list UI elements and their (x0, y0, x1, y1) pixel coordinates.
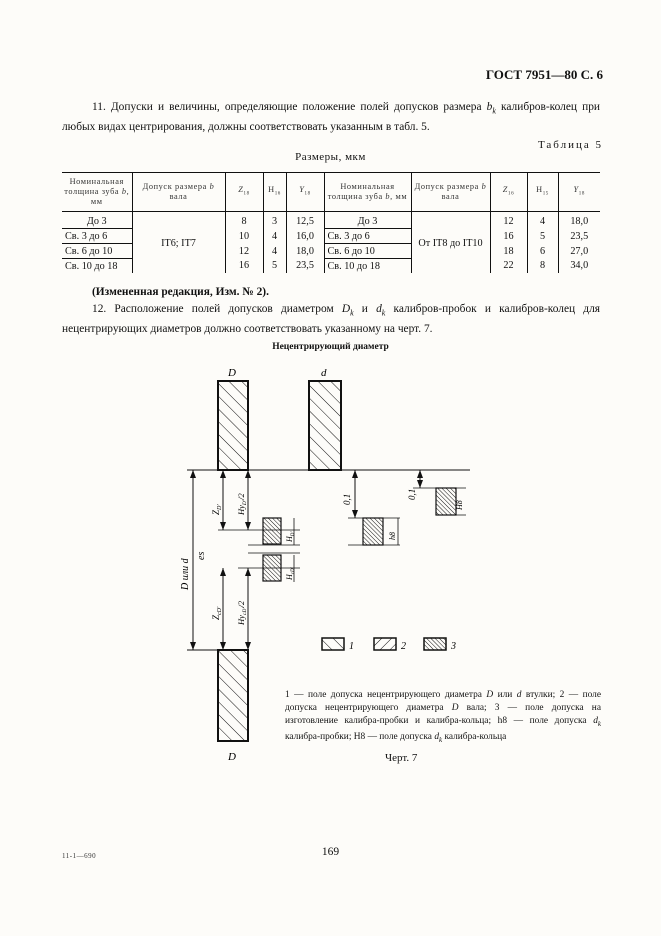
label-z-d: $Z_{D'}$ (211, 504, 223, 515)
label-h-d: $H_{D'}$ (285, 531, 296, 542)
header-y: $Y_{18}$ (286, 173, 324, 212)
paragraph-12: 12. Расположение полей допусков диаметром $D_k$ и $d_k$ калибров-пробок и калибров-колец для нецентрирующих диаметров должно соответствовать указанному на черт. 7. (62, 303, 600, 336)
footer-code: 11-1—690 (62, 852, 97, 860)
legend-label-2: 2 (401, 641, 406, 652)
tolerance-right: От IT8 до IT10 (411, 212, 490, 274)
header-h: $H_{16}$ (263, 173, 286, 212)
table-5 (62, 172, 600, 273)
label-es: es (196, 551, 207, 560)
legend-swatch-1 (322, 638, 344, 650)
label-D: D (228, 367, 236, 379)
paragraph-11: 11. Допуски и величины, определяющие положение полей допусков размера $b_k$ калибров-колец при любых видах центрирования, должны соответствовать указанным в табл. 5. (62, 101, 601, 134)
label-H8: H8 (455, 500, 464, 510)
header-tolerance: Допуск размера b вала (411, 173, 490, 212)
legend-swatch-3 (424, 638, 446, 650)
hole-tolerance-field (218, 381, 248, 470)
legend-label-1: 1 (349, 641, 354, 652)
edit-note: (Измененная редакция, Изм. № 2). (92, 286, 269, 298)
header-thickness: Номинальная толщина зуба b, мм (62, 173, 132, 212)
header-h: $H_{15}$ (527, 173, 558, 212)
label-D-bottom: D (228, 751, 236, 763)
h8-field (363, 518, 383, 545)
header-z: $Z_{18}$ (225, 173, 263, 212)
shaft-tolerance-field (218, 650, 248, 741)
H8-field (436, 488, 456, 515)
label-h-cd: $H_{сD'}$ (285, 567, 296, 580)
bushing-tolerance-field (309, 381, 341, 470)
label-hy-d: $Hy_{D'}/2$ (236, 493, 248, 515)
table-row: Св. 3 до 6 10 4 16,0 Св. 3 до 6 16 5 23,5 (62, 229, 600, 244)
label-h8: h8 (388, 532, 397, 540)
page-header: ГОСТ 7951—80 С. 6 (485, 67, 603, 82)
label-z-cd: $Z_{сD'}$ (211, 606, 223, 620)
label-D-or-d: D или d (180, 558, 191, 590)
figure-legend: 1 — поле допуска нецентрирующего диаметра D или d втулки; 2 — поле допуска нецентрирующего диаметра D вала; 3 — поле допуска на изготовление калибра-пробки и калибра-кольца; h8 — поле допуска $d_k$ калибра-пробки; H8 — поле допуска $d_k$ калибра-кольца (285, 690, 602, 744)
table-row: Св. 10 до 18 16 5 23,5 Св. 10 до 18 22 8 34,0 (62, 259, 600, 274)
table-row: До 3 IT6; IT7 8 3 12,5 До 3 От IT8 до IT10 12 4 18,0 (62, 212, 600, 229)
table-header-row (62, 173, 600, 212)
table-row: Св. 6 до 10 12 4 18,0 Св. 6 до 10 18 6 27,0 (62, 244, 600, 259)
table-units: Размеры, мкм (295, 151, 366, 163)
header-z: $Z_{16}$ (490, 173, 527, 212)
figure-caption: Черт. 7 (385, 752, 418, 764)
label-offset-1: 0,1 (342, 493, 352, 505)
header-y: $Y_{18}$ (558, 173, 600, 212)
plug-gauge-field (263, 518, 281, 544)
tolerance-left: IT6; IT7 (132, 212, 225, 274)
legend-swatch-2 (374, 638, 396, 650)
header-tolerance: Допуск размера b вала (132, 173, 225, 212)
label-hy-cd: $Hy_{сD'}/2$ (236, 600, 248, 625)
label-offset-2: 0,1 (407, 488, 417, 500)
label-d: d (321, 367, 327, 379)
header-thickness: Номинальная толщина зуба b, мм (324, 173, 411, 212)
page-number: 169 (321, 846, 340, 858)
table-number: Таблица 5 (537, 139, 603, 151)
legend-label-3: 3 (451, 641, 456, 652)
figure-title: Нецентрирующий диаметр (272, 342, 389, 352)
